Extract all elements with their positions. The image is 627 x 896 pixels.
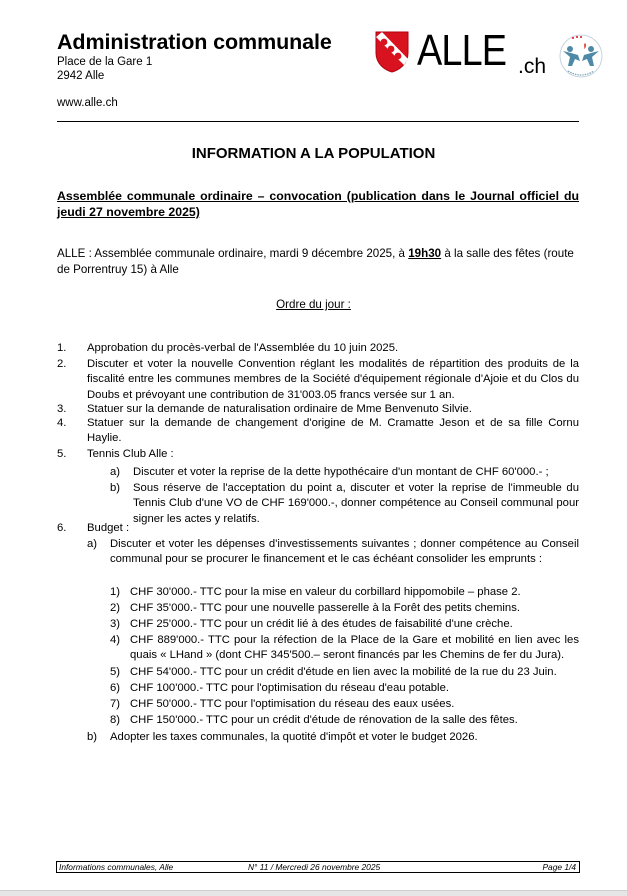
footer-publication: Informations communales, Alle [59, 862, 174, 872]
sub-item-letter: b) [110, 482, 121, 494]
viewer-page-edge [0, 890, 627, 896]
website-link[interactable]: www.alle.ch [57, 97, 118, 109]
agenda-number: 5. [57, 448, 67, 460]
agenda-item: Tennis Club Alle : [87, 448, 174, 460]
sub-item-letter: a) [87, 538, 98, 550]
address-line-1: Place de la Gare 1 [57, 56, 153, 68]
page-footer [56, 861, 580, 873]
sub-item: Discuter et voter la reprise de la dette hypothécaire d'un montant de CHF 60'000.- ; [133, 466, 549, 478]
agenda-item: Statuer sur la demande de naturalisation ordinaire de Mme Benvenuto Silvie. [87, 403, 472, 415]
agenda-item: Budget : [87, 522, 130, 534]
assembly-intro [57, 246, 579, 277]
budget-item-number: 7) [110, 698, 121, 710]
sub-item: Sous réserve de l'acceptation du point a, discuter et voter la reprise de l'immeuble du Tennis Club d'une VO de CHF 169'000.-, donner compétence au Conseil communal pour signer les actes y relatifs. [133, 482, 579, 525]
budget-item-number: 3) [110, 618, 121, 630]
budget-item: CHF 100'000.- TTC pour l'optimisation du réseau d'eau potable. [130, 682, 449, 694]
org-title: Administration communale [57, 30, 332, 54]
agenda-item: Approbation du procès-verbal de l'Assemblée du 10 juin 2025. [87, 342, 399, 354]
budget-item: CHF 50'000.- TTC pour l'optimisation du réseau des eaux usées. [130, 698, 455, 710]
agenda-number: 4. [57, 417, 67, 429]
budget-item-number: 8) [110, 714, 121, 726]
logo-wordmark: ALLE [417, 26, 507, 75]
agenda-number: 1. [57, 342, 67, 354]
budget-item: CHF 54'000.- TTC pour un crédit d'étude en lien avec la mobilité de la rue du 23 Juin. [130, 666, 557, 678]
intro-text-continued: à la salle des fêtes (route de Porrentruy 15) à Alle [57, 247, 574, 276]
alle-coat-of-arms-icon [375, 31, 409, 73]
budget-item-number: 5) [110, 666, 121, 678]
address-line-2: 2942 Alle [57, 70, 105, 82]
agenda-number: 3. [57, 403, 67, 415]
footer-page-number: Page 1/4 [542, 862, 576, 872]
agenda-item: Statuer sur la demande de changement d'origine de M. Cramatte Jeson et de sa fille Cornu Haylie. [87, 417, 579, 445]
commune-en-sante-icon [558, 33, 604, 79]
document-subheading: Assemblée communale ordinaire – convocation (publication dans le Journal officiel du jeudi 27 novembre 2025) [57, 189, 579, 219]
budget-item: CHF 30'000.- TTC pour la mise en valeur du corbillard hippomobile – phase 2. [130, 586, 521, 598]
budget-item-number: 6) [110, 682, 121, 694]
budget-item: CHF 25'000.- TTC pour un crédit lié à des études de faisabilité d'une crèche. [130, 618, 513, 630]
budget-item: CHF 150'000.- TTC pour un crédit d'étude de rénovation de la salle des fêtes. [130, 714, 518, 726]
document-heading: INFORMATION A LA POPULATION [191, 145, 436, 162]
budget-item: CHF 35'000.- TTC pour une nouvelle passerelle à la Forêt des petits chemins. [130, 602, 521, 614]
budget-item-number: 1) [110, 586, 121, 598]
sub-item-letter: a) [110, 466, 121, 478]
header-divider [57, 121, 579, 122]
intro-text: ALLE : Assemblée communale ordinaire, mardi 9 décembre 2025, à [57, 247, 409, 260]
footer-issue-date: N° 11 / Mercredi 26 novembre 2025 [248, 862, 381, 872]
agenda-number: 2. [57, 358, 67, 370]
agenda-title: Ordre du jour : [276, 298, 351, 311]
logo-suffix: .ch [518, 55, 547, 78]
sub-item: Adopter les taxes communales, la quotité d'impôt et voter le budget 2026. [110, 731, 478, 743]
budget-item-number: 2) [110, 602, 121, 614]
sub-item: Discuter et voter les dépenses d'investissements suivantes ; donner compétence au Conseil communal pour se procurer le financement et le cas échéant consolider les emprunts : [110, 538, 579, 566]
agenda-number: 6. [57, 522, 67, 534]
meeting-time: 19h30 [408, 247, 442, 260]
sub-item-letter: b) [87, 731, 98, 743]
agenda-item: Discuter et voter la nouvelle Convention réglant les modalités de répartition des produits de la fiscalité entre les communes membres de la Société d'équipement régionale d'Ajoie et du Clos du Doubs et prévoyant une contribution de 31'003.05 francs versée sur 1 an. [87, 358, 579, 401]
budget-item-number: 4) [110, 634, 121, 646]
budget-item: CHF 889'000.- TTC pour la réfection de la Place de la Gare et mobilité en lien avec les quais « LHand » (dont CHF 345'500.– seront financés par les Chemins de fer du Jura). [130, 634, 579, 662]
